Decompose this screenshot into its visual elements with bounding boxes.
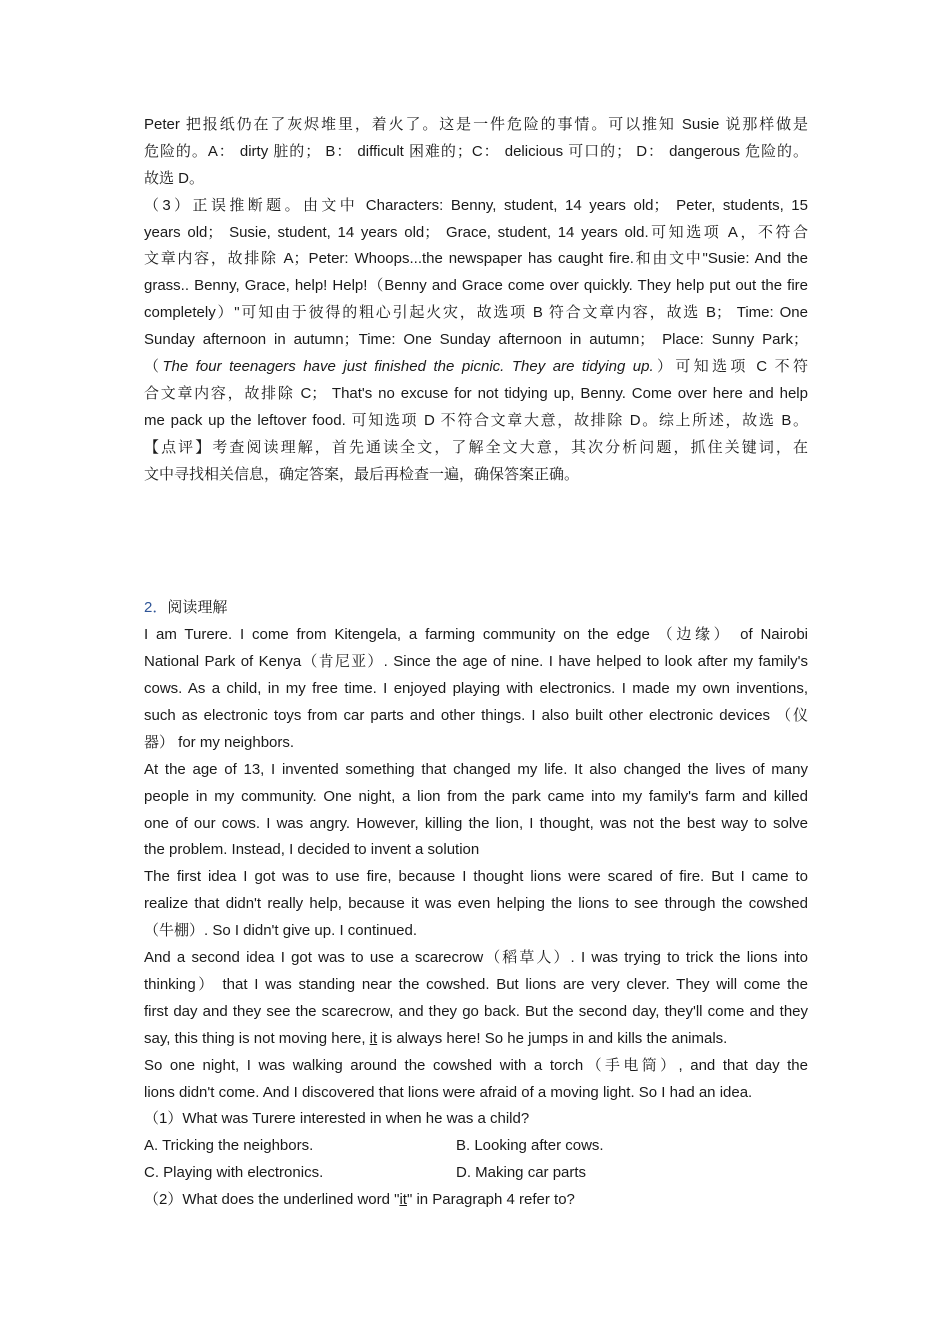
section-heading [144, 595, 808, 622]
text-line: 合文章内容，故排除 C； That's no excuse for not tidying up, Benny. Come over here and help [144, 384, 808, 402]
passage-line: So one night, I was walking around the cowshed with a torch（手电筒）, and that day the [144, 1056, 808, 1074]
passage-line: I am Turere. I come from Kitengela, a farming community on the edge （边缘） of Nairobi [144, 626, 808, 644]
text-line: 危险的。A： dirty 脏的； B： difficult 困难的；C： delicious 可口的； D： dangerous 危险的。 [144, 142, 808, 160]
options-row [144, 1133, 808, 1160]
options-row [144, 1160, 808, 1187]
option-d: D. Making car parts [456, 1164, 587, 1182]
option-c: C. Playing with electronics. [144, 1164, 324, 1182]
question-number: 2． [144, 599, 168, 617]
text-line: 文章内容，故排除 A；Peter: Whoops...the newspaper has caught fire.和由文中"Susie: And the [144, 250, 808, 268]
text-fragment: ）可知选项 C 不符 [653, 358, 808, 376]
text-line [144, 354, 808, 381]
text-line: 故选 D。 [144, 169, 205, 187]
section-title: 阅读理解 [167, 599, 228, 617]
passage-line: National Park of Kenya（肯尼亚）. Since the age of nine. I have helped to look after my family's [144, 653, 808, 671]
comment-line: 文中寻找相关信息，确定答案，最后再检查一遍，确保答案正确。 [144, 465, 580, 483]
italic-quote: The four teenagers have just finished the picnic. They are tidying up. [162, 358, 654, 376]
document-page [144, 112, 808, 1214]
passage-line: such as electronic toys from car parts and other things. I also built other electronic devices （仪 [144, 707, 808, 725]
comment-line: 【点评】考查阅读理解，首先通读全文，了解全文大意，其次分析问题，抓住关键词，在 [144, 438, 808, 456]
text-fragment: （2）What does the underlined word " [144, 1191, 400, 1209]
text-fragment: （ [144, 358, 163, 376]
text-fragment: say, this thing is not moving here, [144, 1029, 370, 1047]
passage-line: the problem. Instead, I decided to invent a solution [144, 841, 480, 859]
passage-line: At the age of 13, I invented something that changed my life. It also changed the lives of many [144, 760, 808, 778]
option-a: A. Tricking the neighbors. [144, 1137, 314, 1155]
text-line: Peter 把报纸仍在了灰烬堆里，着火了。这是一件危险的事情。可以推知 Susie 说那样做是 [144, 116, 808, 133]
text-line: Sunday afternoon in autumn；Time: One Sunday afternoon in autumn； Place: Sunny Park； [144, 331, 808, 349]
underlined-word: it [369, 1029, 378, 1047]
passage-line: （牛棚）. So I didn't give up. I continued. [144, 922, 418, 940]
underlined-word: it [399, 1191, 407, 1209]
passage-line [144, 1026, 808, 1053]
answer-explanation [144, 112, 808, 488]
text-line: grass.. Benny, Grace, help! Help!（Benny and Grace come over quickly. They help put out the fire [144, 277, 808, 295]
text-line: （3）正误推断题。由文中 Characters: Benny, student, 14 years old； Peter, students, 15 [144, 196, 808, 214]
passage-line: 器） for my neighbors. [144, 733, 295, 751]
question-1: （1）What was Turere interested in when he was a child? [144, 1110, 530, 1128]
text-fragment: is always here! So he jumps in and kills the animals. [377, 1029, 728, 1047]
passage-line: lions didn't come. And I discovered that lions were afraid of a moving light. So I had an idea. [144, 1083, 753, 1101]
reading-section [144, 595, 808, 1213]
passage-line: one of our cows. I was angry. However, killing the lion, I thought, was not the best way to solve [144, 814, 808, 832]
text-line: me pack up the leftover food. 可知选项 D 不符合文章大意，故排除 D。综上所述，故选 B。 [144, 411, 808, 429]
passage-line: And a second idea I got was to use a scarecrow（稻草人）. I was trying to trick the lions into [144, 949, 808, 967]
question-2 [144, 1187, 808, 1214]
passage-line: thinking） that I was standing near the cowshed. But lions are very clever. They will come the [144, 975, 808, 993]
passage-line: The first idea I got was to use fire, because I thought lions were scared of fire. But I came to [144, 868, 808, 886]
passage-line: realize that didn't really help, because it was even helping the lions to see through the cowshed [144, 895, 808, 913]
text-fragment: " in Paragraph 4 refer to? [406, 1191, 575, 1209]
text-line: completely）"可知由于彼得的粗心引起火灾，故选项 B 符合文章内容，故选 B； Time: One [144, 304, 808, 322]
option-b: B. Looking after cows. [456, 1137, 604, 1155]
text-line: years old； Susie, student, 14 years old； Grace, student, 14 years old.可知选项 A，不符合 [144, 223, 808, 241]
passage-line: cows. As a child, in my free time. I enjoyed playing with electronics. I made my own inventions, [144, 680, 808, 698]
passage-line: people in my community. One night, a lion from the park came into my family's farm and killed [144, 787, 808, 805]
passage-line: first day and they see the scarecrow, and they go back. But the second day, they'll come and they [144, 1002, 808, 1020]
spacer [144, 488, 808, 595]
